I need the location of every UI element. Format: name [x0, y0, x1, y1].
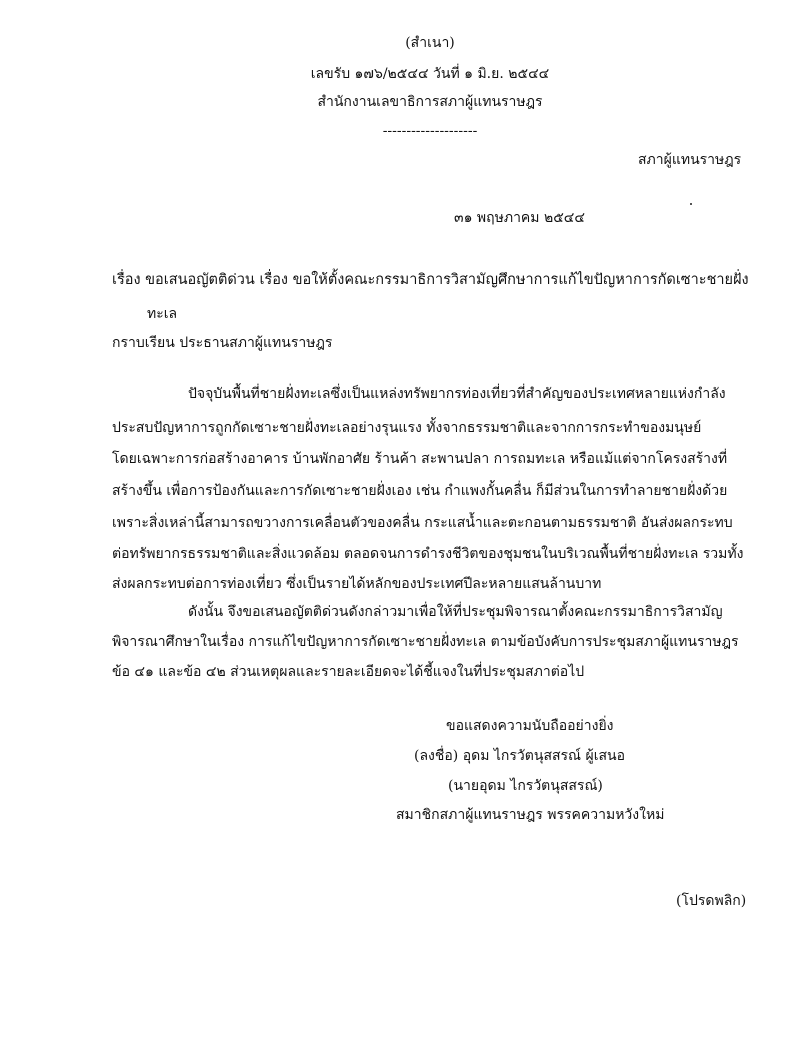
- body-p1-line-4: สร้างขึ้น เพื่อการป้องกันและการกัดเซาะชายฝั่งเอง เช่น กำแพงกั้นคลื่น ก็มีส่วนในการทำลายชายฝั่งด้วย: [112, 483, 728, 499]
- salutation: กราบเรียน ประธานสภาผู้แทนราษฎร: [112, 335, 333, 351]
- signer-position: สมาชิกสภาผู้แทนราษฎร พรรคความหวังใหม่: [396, 807, 665, 823]
- recipient-address: สภาผู้แทนราษฎร: [638, 152, 742, 168]
- copy-mark: (สำเนา): [405, 35, 455, 51]
- body-p1-line-1: ปัจจุบันพื้นที่ชายฝั่งทะเลซึ่งเป็นแหล่งทรัพยากรท่องเที่ยวที่สำคัญของประเทศหลายแห่งกำลัง: [188, 386, 726, 402]
- body-p1-line-2: ประสบปัญหาการถูกกัดเซาะชายฝั่งทะเลอย่างรุนแรง ทั้งจากธรรมชาติและจากการกระทำของมนุษย์: [112, 420, 702, 436]
- body-p2-line-1: ดังนั้น จึงขอเสนอญัตติด่วนดังกล่าวมาเพื่อให้ที่ประชุมพิจารณาตั้งคณะกรรมาธิการวิสามัญ: [188, 604, 723, 620]
- subject-line-1: เรื่อง ขอเสนอญัตติด่วน เรื่อง ขอให้ตั้งคณะกรรมาธิการวิสามัญศึกษาการแก้ไขปัญหาการกัดเซาะชายฝั่ง: [112, 272, 749, 288]
- header-separator: --------------------: [382, 123, 478, 139]
- please-turn-over: (โปรดพลิก): [676, 893, 747, 909]
- closing-regards: ขอแสดงความนับถืออย่างยิ่ง: [446, 718, 614, 734]
- body-p1-line-7: ส่งผลกระทบต่อการท่องเที่ยว ซึ่งเป็นรายได้หลักของประเทศปีละหลายแสนล้านบาท: [112, 576, 602, 592]
- issuing-office: สำนักงานเลขาธิการสภาผู้แทนราษฎร: [317, 94, 543, 110]
- signature-line: (ลงชื่อ) อุดม ไกรวัตนุสสรณ์ ผู้เสนอ: [414, 748, 625, 764]
- subject-line-2: ทะเล: [147, 306, 178, 322]
- body-p1-line-6: ต่อทรัพยากรธรรมชาติและสิ่งแวดล้อม ตลอดจนการดำรงชีวิตของชุมชนในบริเวณพื้นที่ชายฝั่งทะเล รวมทั้ง: [112, 546, 744, 562]
- body-p1-line-5: เพราะสิ่งเหล่านี้สามารถขวางการเคลื่อนตัวของคลื่น กระแสน้ำและตะกอนตามธรรมชาติ อันส่งผลกระทบ: [112, 515, 733, 531]
- body-p2-line-3: ข้อ ๔๑ และข้อ ๔๒ ส่วนเหตุผลและรายละเอียดจะได้ชี้แจงในที่ประชุมสภาต่อไป: [112, 664, 585, 680]
- receipt-number: เลขรับ ๑๗๖/๒๕๔๔ วันที่ ๑ มิ.ย. ๒๕๔๔: [310, 66, 550, 82]
- signer-printed-name: (นายอุดม ไกรวัตนุสสรณ์): [448, 778, 603, 794]
- body-p2-line-2: พิจารณาศึกษาในเรื่อง การแก้ไขปัญหาการกัดเซาะชายฝั่งทะเล ตามข้อบังคับการประชุมสภาผู้แทนราษฎร: [112, 634, 739, 650]
- scan-speck: [690, 203, 692, 205]
- letter-date: ๓๑ พฤษภาคม ๒๕๔๔: [454, 210, 585, 226]
- body-p1-line-3: โดยเฉพาะการก่อสร้างอาคาร บ้านพักอาศัย ร้านค้า สะพานปลา การถมทะเล หรือแม้แต่จากโครงสร้างที่: [112, 451, 728, 467]
